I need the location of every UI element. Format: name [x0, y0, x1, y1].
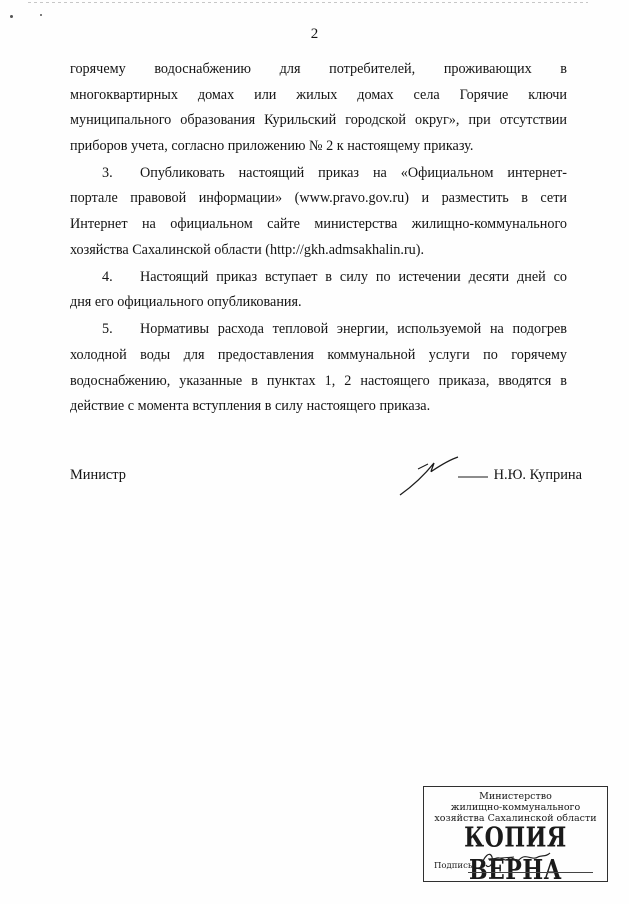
- scan-speck: [40, 14, 42, 16]
- document-body: [70, 57, 567, 421]
- text-line: многоквартирных домах или жилых домах села Горячие ключи: [70, 86, 567, 103]
- text-line: холодной воды для предоставления коммунальной услуги по горячему: [70, 347, 567, 364]
- text-line: [70, 317, 567, 343]
- text-line: хозяйства Сахалинской области (http://gkh.admsakhalin.ru).: [70, 241, 425, 258]
- handwritten-signature: [396, 455, 496, 499]
- page-number: 2: [310, 26, 319, 42]
- text-line: действие с момента вступления в силу настоящего приказа.: [70, 398, 431, 415]
- text-fragment: Опубликовать настоящий приказ на «Официальном интернет-: [140, 164, 567, 181]
- text-line: [70, 161, 567, 187]
- text-line: портале правовой информации» (www.pravo.gov.ru) и разместить в сети: [70, 190, 567, 207]
- paragraph-2-continued: [70, 57, 567, 159]
- scan-speck: [10, 15, 13, 18]
- scan-edge-line: [28, 2, 588, 3]
- stamp-signature-label: Подпись: [434, 861, 473, 871]
- text-fragment: Нормативы расхода тепловой энергии, используемой на подогрев: [140, 321, 567, 338]
- text-line: горячему водоснабжению для потребителей, проживающих в: [70, 61, 567, 77]
- stamp-signature-scribble: [474, 847, 554, 875]
- signature-block: [70, 467, 582, 517]
- paragraph-5: [70, 317, 567, 419]
- signer-name: Н.Ю. Куприна: [493, 467, 582, 483]
- text-line: водоснабжению, указанные в пунктах 1, 2 настоящего приказа, вводятся в: [70, 372, 567, 389]
- text-line: муниципального образования Курильский городской округ», при отсутствии: [70, 112, 567, 129]
- stamp-org-line: жилищно-коммунального: [450, 802, 581, 813]
- paragraph-number: 5.: [102, 321, 113, 338]
- stamp-org-line: хозяйства Сахалинской области: [434, 813, 597, 824]
- signer-position: Министр: [70, 467, 126, 483]
- text-line: дня его официального опубликования.: [70, 294, 302, 311]
- paragraph-number: 3.: [102, 164, 113, 181]
- stamp-org-line: Министерство: [479, 791, 552, 802]
- certified-copy-stamp: [423, 786, 608, 887]
- paragraph-4: [70, 265, 567, 316]
- text-line: Интернет на официальном сайте министерства жилищно-коммунального: [70, 216, 567, 233]
- paragraph-number: 4.: [102, 268, 113, 285]
- text-line: [70, 265, 567, 291]
- paragraph-3: [70, 161, 567, 263]
- text-line: приборов учета, согласно приложению № 2 к настоящему приказу.: [70, 137, 474, 154]
- stamp-header: [424, 791, 607, 824]
- text-fragment: Настоящий приказ вступает в силу по истечении десяти дней со: [140, 268, 567, 285]
- stamp-title: КОПИЯ ВЕРНА: [464, 821, 567, 887]
